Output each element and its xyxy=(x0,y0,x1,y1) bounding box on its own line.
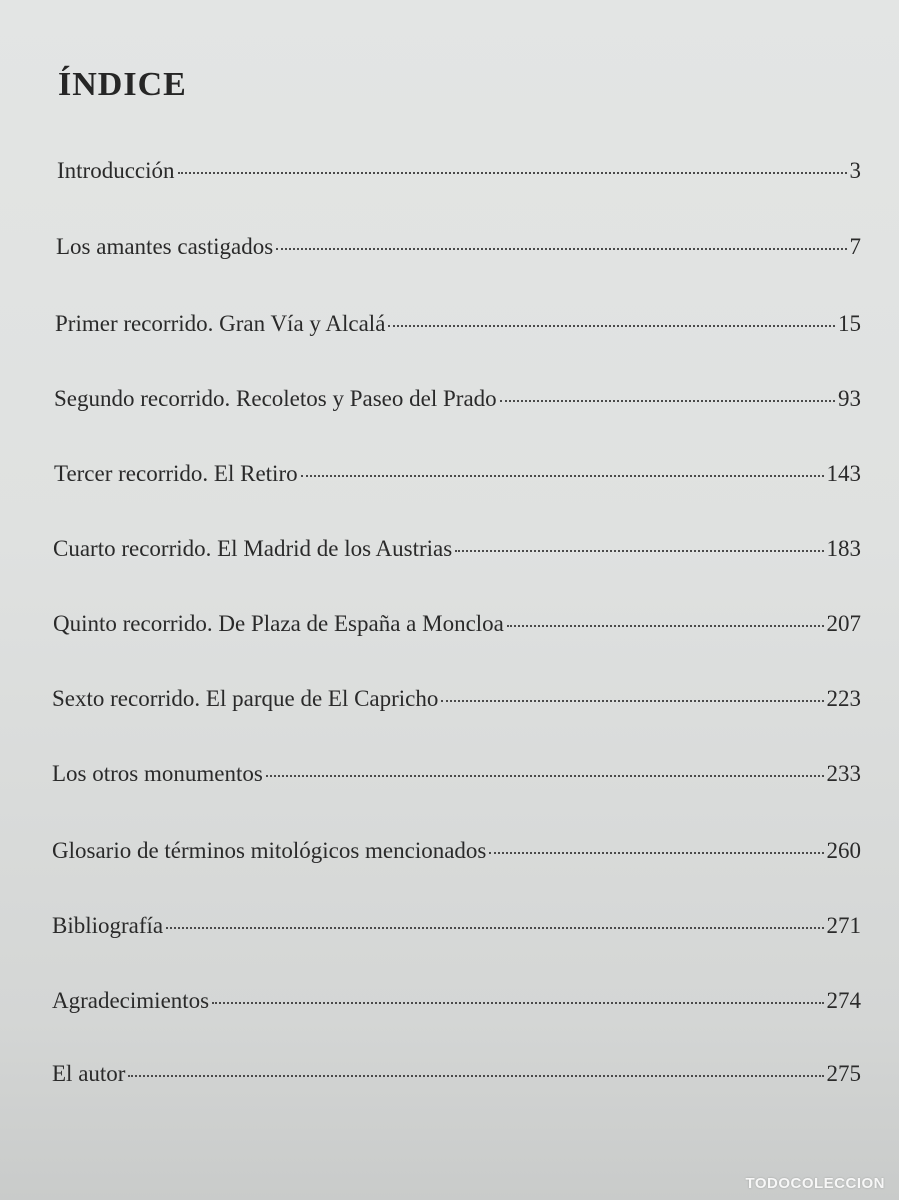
toc-entry xyxy=(55,310,861,338)
toc-entry-label: Bibliografía xyxy=(52,913,164,938)
toc-entry-page: 93 xyxy=(838,386,861,411)
page-title: ÍNDICE xyxy=(58,66,187,103)
toc-entry xyxy=(53,610,861,638)
dot-leader xyxy=(212,1002,823,1004)
toc-entry xyxy=(56,233,861,261)
watermark: TODOCOLECCION xyxy=(745,1175,885,1192)
toc-entry-page: 207 xyxy=(826,611,861,636)
toc-entry xyxy=(52,1060,861,1088)
toc-entry-label: Primer recorrido. Gran Vía y Alcalá xyxy=(55,311,386,336)
dot-leader xyxy=(441,700,823,702)
dot-leader xyxy=(128,1075,823,1077)
dot-leader xyxy=(507,625,824,627)
toc-entry xyxy=(53,535,861,563)
toc-entry-page: 3 xyxy=(849,158,861,183)
toc-entry-page: 223 xyxy=(826,686,861,711)
toc-entry-label: Quinto recorrido. De Plaza de España a Moncloa xyxy=(53,611,504,636)
dot-leader xyxy=(178,172,847,174)
toc-entry xyxy=(52,912,861,940)
toc-entry-label: Agradecimientos xyxy=(52,988,210,1013)
dot-leader xyxy=(276,248,846,250)
dot-leader xyxy=(455,550,823,552)
dot-leader xyxy=(266,775,824,777)
toc-entry-page: 260 xyxy=(826,838,861,863)
toc-entry-page: 183 xyxy=(826,536,861,561)
toc-entry-page: 275 xyxy=(826,1061,861,1086)
dot-leader xyxy=(301,475,824,477)
toc-entry-label: Sexto recorrido. El parque de El Capricho xyxy=(52,686,439,711)
toc-entry xyxy=(52,987,861,1015)
toc-entry xyxy=(57,157,861,185)
toc-entry-label: Los amantes castigados xyxy=(56,234,274,259)
toc-entry-label: Tercer recorrido. El Retiro xyxy=(54,461,298,486)
dot-leader xyxy=(166,927,823,929)
dot-leader xyxy=(500,400,835,402)
toc-entry xyxy=(52,760,861,788)
toc-entry-label: Segundo recorrido. Recoletos y Paseo del Prado xyxy=(54,386,497,411)
toc-entry-page: 143 xyxy=(826,461,861,486)
toc-entry xyxy=(52,685,861,713)
toc-entry-page: 7 xyxy=(849,234,861,259)
toc-entry-page: 274 xyxy=(826,988,861,1013)
toc-entry-label: Los otros monumentos xyxy=(52,761,263,786)
dot-leader xyxy=(489,852,823,854)
toc-entry-label: Introducción xyxy=(57,158,175,183)
toc-entry xyxy=(54,460,861,488)
toc-entry-label: El autor xyxy=(52,1061,126,1086)
toc-entry xyxy=(52,837,861,865)
toc-entry xyxy=(54,385,861,413)
toc-entry-label: Glosario de términos mitológicos mencionados xyxy=(52,838,487,863)
toc-entry-page: 15 xyxy=(838,311,861,336)
toc-entry-page: 271 xyxy=(826,913,861,938)
toc-entry-page: 233 xyxy=(826,761,861,786)
dot-leader xyxy=(388,325,835,327)
toc-entry-label: Cuarto recorrido. El Madrid de los Austrias xyxy=(53,536,453,561)
